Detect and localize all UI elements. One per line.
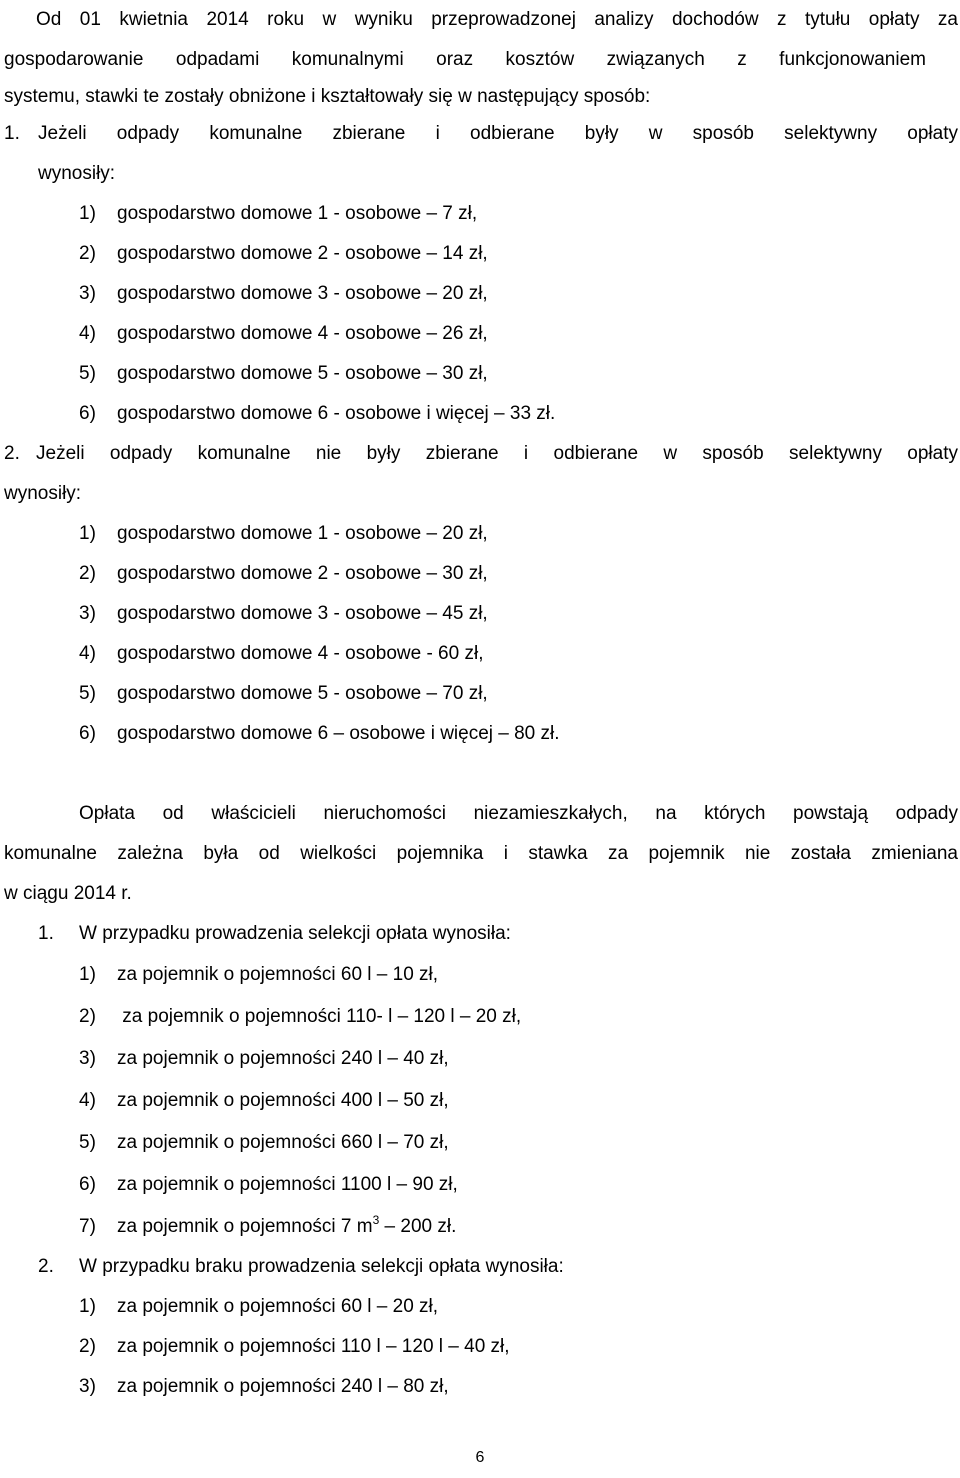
superscript: 3 xyxy=(372,1213,380,1227)
list-item-text: gospodarstwo domowe 2 - osobowe – 14 zł, xyxy=(117,243,488,264)
non-selective-heading-line-2: wynosiły: xyxy=(4,483,82,504)
list-item-text: gospodarstwo domowe 1 - osobowe – 7 zł, xyxy=(117,203,478,224)
list-item xyxy=(79,1376,449,1398)
list-item xyxy=(79,723,560,745)
selective-heading-line-1: Jeżeli odpady komunalne zbierane i odbierane były w sposób selektywny opłaty xyxy=(38,123,958,144)
intro-line-1: Od 01 kwietnia 2014 roku w wyniku przeprowadzonej analizy dochodów z tytułu opłaty za xyxy=(36,9,958,30)
list-item-number: 3) xyxy=(79,1048,96,1069)
non-residential-line-3: w ciągu 2014 r. xyxy=(4,883,132,904)
list-item xyxy=(79,323,488,345)
list-item-number: 5) xyxy=(79,683,96,704)
list-item-number: 2) xyxy=(79,1006,96,1027)
list-item xyxy=(79,1006,521,1028)
list-item xyxy=(79,283,488,305)
list-item-text: gospodarstwo domowe 1 - osobowe – 20 zł, xyxy=(117,523,488,544)
list-item-number: 5) xyxy=(79,363,96,384)
list-item xyxy=(79,1213,457,1238)
list-item xyxy=(79,363,488,385)
list-item-number: 3) xyxy=(79,1376,96,1397)
list-item xyxy=(79,243,488,265)
list-item-number: 5) xyxy=(79,1132,96,1153)
list-item-text: za pojemnik o pojemności 240 l – 40 zł, xyxy=(117,1048,449,1069)
list-item-number: 1) xyxy=(79,964,96,985)
list-item-text: gospodarstwo domowe 5 - osobowe – 70 zł, xyxy=(117,683,488,704)
non-residential-line-1: Opłata od właścicieli nieruchomości niezamieszkałych, na których powstają odpady xyxy=(79,803,958,824)
list-item-text: za pojemnik o pojemności 1100 l – 90 zł, xyxy=(117,1174,458,1195)
selective-number: 1. xyxy=(4,123,20,144)
list-item xyxy=(79,1132,449,1154)
list-item-number: 1) xyxy=(79,1296,96,1317)
list-item-number: 4) xyxy=(79,643,96,664)
list-item-number: 3) xyxy=(79,283,96,304)
list-item-text: za pojemnik o pojemności 60 l – 10 zł, xyxy=(117,964,439,985)
list-item-text: – 200 zł. xyxy=(379,1216,457,1237)
list-item-number: 4) xyxy=(79,1090,96,1111)
list-item-number: 3) xyxy=(79,603,96,624)
list-item xyxy=(79,403,555,425)
list-item-number: 1) xyxy=(79,523,96,544)
list-item-number: 6) xyxy=(79,1174,96,1195)
list-item-text: gospodarstwo domowe 6 – osobowe i więcej – 80 zł. xyxy=(117,723,560,744)
list-item-number: 2) xyxy=(79,1336,96,1357)
list-item-number: 7) xyxy=(79,1216,96,1237)
list-item-text: gospodarstwo domowe 6 - osobowe i więcej – 33 zł. xyxy=(117,403,556,424)
selective-heading-line-2: wynosiły: xyxy=(38,163,116,184)
container-non-selective-heading: W przypadku braku prowadzenia selekcji opłata wynosiła: xyxy=(79,1256,564,1277)
page-number: 6 xyxy=(475,1449,485,1466)
list-item-text: za pojemnik o pojemności 660 l – 70 zł, xyxy=(117,1132,449,1153)
non-residential-line-2: komunalne zależna była od wielkości pojemnika i stawka za pojemnik nie została zmieniana xyxy=(4,843,958,864)
list-item-text: za pojemnik o pojemności 240 l – 80 zł, xyxy=(117,1376,449,1397)
list-item-text: za pojemnik o pojemności 110 l – 120 l – 40 zł, xyxy=(117,1336,510,1357)
list-item xyxy=(79,1296,438,1318)
list-item-text: gospodarstwo domowe 5 - osobowe – 30 zł, xyxy=(117,363,488,384)
list-item-text: za pojemnik o pojemności 60 l – 20 zł, xyxy=(117,1296,439,1317)
list-item xyxy=(79,964,438,986)
list-item-text: gospodarstwo domowe 3 - osobowe – 45 zł, xyxy=(117,603,488,624)
list-item-text: za pojemnik o pojemności 7 m xyxy=(117,1216,373,1237)
list-item xyxy=(79,603,488,625)
list-item-text: gospodarstwo domowe 4 - osobowe – 26 zł, xyxy=(117,323,488,344)
list-item-number: 4) xyxy=(79,323,96,344)
list-item xyxy=(79,1048,449,1070)
list-item-number: 2) xyxy=(79,243,96,264)
intro-line-3: systemu, stawki te zostały obniżone i kształtowały się w następujący sposób: xyxy=(4,86,651,107)
container-selective-number: 1. xyxy=(38,923,54,944)
list-item-text: gospodarstwo domowe 3 - osobowe – 20 zł, xyxy=(117,283,488,304)
list-item-text: za pojemnik o pojemności 110- l – 120 l – 20 zł, xyxy=(117,1006,522,1027)
list-item-number: 6) xyxy=(79,723,96,744)
list-item-number: 1) xyxy=(79,203,96,224)
list-item xyxy=(79,1174,458,1196)
list-item xyxy=(79,563,488,585)
list-item-number: 6) xyxy=(79,403,96,424)
list-item xyxy=(79,1336,510,1358)
list-item xyxy=(79,643,483,665)
list-item xyxy=(79,683,488,705)
container-selective-heading: W przypadku prowadzenia selekcji opłata wynosiła: xyxy=(79,923,511,944)
non-selective-heading-line-1: Jeżeli odpady komunalne nie były zbierane i odbierane w sposób selektywny opłaty xyxy=(36,443,958,464)
container-non-selective-number: 2. xyxy=(38,1256,54,1277)
intro-line-2: gospodarowanie odpadami komunalnymi oraz kosztów związanych z funkcjonowaniem xyxy=(4,49,926,70)
list-item-text: gospodarstwo domowe 2 - osobowe – 30 zł, xyxy=(117,563,488,584)
list-item-text: za pojemnik o pojemności 400 l – 50 zł, xyxy=(117,1090,449,1111)
list-item xyxy=(79,1090,449,1112)
non-selective-number: 2. xyxy=(4,443,20,464)
list-item xyxy=(79,203,477,225)
list-item-text: gospodarstwo domowe 4 - osobowe - 60 zł, xyxy=(117,643,484,664)
list-item xyxy=(79,523,488,545)
list-item-number: 2) xyxy=(79,563,96,584)
